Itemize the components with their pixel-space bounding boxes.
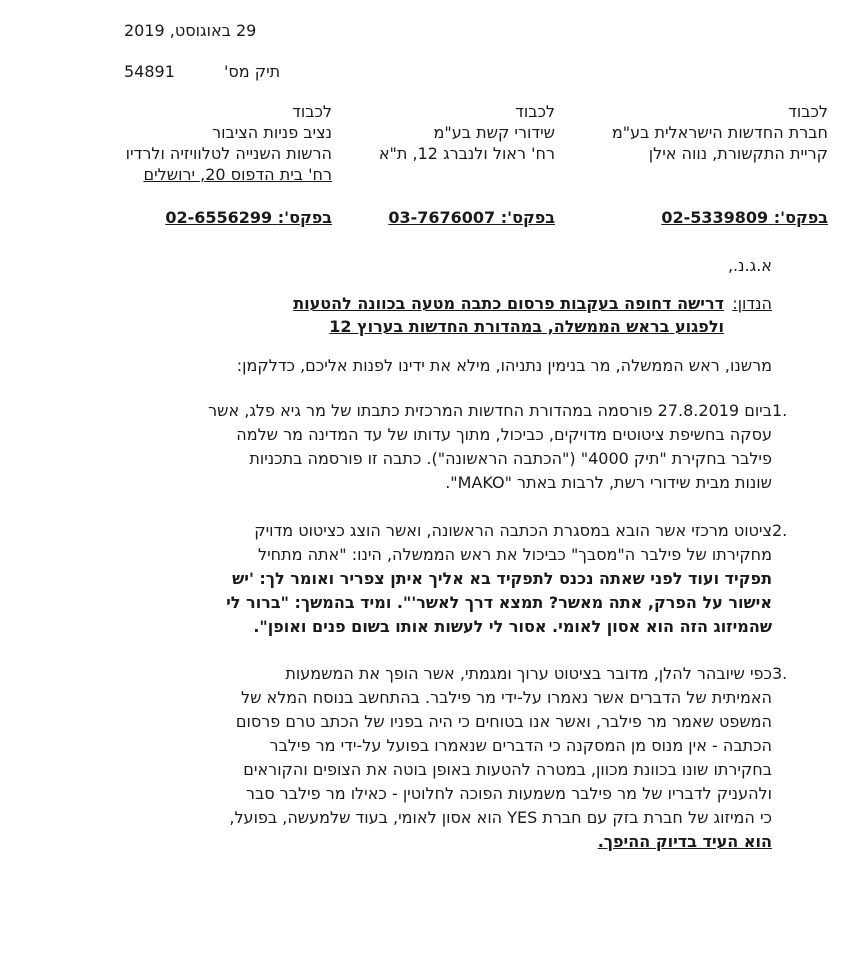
paragraph-line: שונות מבית שידורי רשת, לרבות באתר "MAKO". <box>445 473 772 492</box>
recipient-name: שידורי קשת בע"מ <box>433 123 555 142</box>
salutation: א.ג.נ., <box>727 256 772 275</box>
paragraph-3 <box>82 662 772 854</box>
paragraph-number: 3. <box>772 664 788 683</box>
fax-label: בפקס': <box>500 208 555 227</box>
paragraph-line: האמיתית של הדברים אשר נאמרו על-ידי מר פילבר. בהתחשב בנוסח המלא של <box>240 688 772 707</box>
fax-line-1 <box>661 208 828 227</box>
paragraph-line: תפקיד ועוד לפני שאתה נכנס לתפקיד בא אליך איתן צפריר ואומר לך: 'יש <box>232 569 772 588</box>
paragraph-number: 1. <box>772 401 788 420</box>
recipient-address: רח' ראול ולנברג 12, ת"א <box>378 144 555 163</box>
recipient-1 <box>612 101 828 164</box>
recipient-address: רח' בית הדפוס 20, ירושלים <box>143 165 332 184</box>
recipient-address: הרשות השנייה לטלוויזיה ולרדיו <box>125 144 332 163</box>
fax-number: 02-6556299 <box>165 208 273 227</box>
subject-label: הנדון: <box>732 294 772 313</box>
paragraph-line: כי המיזוג של חברת בזק עם חברת YES הוא אסון לאומי, בעוד שלמעשה, בפועל, <box>229 808 772 827</box>
paragraph-line: הוא העיד בדיוק ההיפך. <box>597 832 772 851</box>
file-label: תיק מס' <box>224 62 281 81</box>
paragraph-number: 2. <box>772 521 788 540</box>
paragraph-line: ציטוט מרכזי אשר הובא במסגרת הכתבה הראשונה, ואשר הוצג כציטוט מדויק <box>254 521 772 540</box>
fax-number: 02-5339809 <box>661 208 769 227</box>
paragraph-line: בחקירתו שונו בכוונת מכוון, במטרה להטעות באופן בוטה את הצופים והקוראים <box>243 760 772 779</box>
recipient-2 <box>379 101 555 164</box>
paragraph-line: פילבר בחקירת "תיק 4000" ("הכתבה הראשונה"). כתבה זו פורסמה בתכניות <box>249 449 772 468</box>
paragraph-line: שהמיזוג הזה הוא אסון לאומי. אסור לי לעשות אותו בשום פנים ואופן". <box>253 617 772 636</box>
intro-text: מרשנו, ראש הממשלה, מר בנימין נתניהו, מילא את ידינו לפנות אליכם, כדלקמן: <box>236 356 772 375</box>
recipient-name: חברת החדשות הישראלית בע"מ <box>611 123 828 142</box>
recipient-to-label: לכבוד <box>788 102 828 121</box>
recipient-name: נציב פניות הציבור <box>212 123 332 142</box>
paragraph-1 <box>82 399 772 495</box>
paragraph-line: עסקה בחשיפת ציטוטים מדויקים, כביכול, מתוך עדותו של עד המדינה מר שלמה <box>236 425 772 444</box>
paragraph-2 <box>82 519 772 639</box>
fax-number: 03-7676007 <box>388 208 496 227</box>
file-number: 54891 <box>124 62 175 81</box>
fax-line-2 <box>388 208 555 227</box>
letter-date: 29 באוגוסט, 2019 <box>124 21 257 40</box>
recipient-3 <box>126 101 332 185</box>
fax-line-3 <box>165 208 332 227</box>
paragraph-line: ביום 27.8.2019 פורסמה במהדורת החדשות המרכזית כתבתו של מר גיא פלג, אשר <box>208 401 772 420</box>
subject-line-2: ולפגוע בראש הממשלה, במהדורת החדשות בערוץ 12 <box>329 317 724 336</box>
recipient-to-label: לכבוד <box>292 102 332 121</box>
paragraph-line: הכתבה - אין מנוס מן המסקנה כי הדברים שנאמרו בפועל על-ידי מר פילבר <box>269 736 772 755</box>
subject-line-1: דרישה דחופה בעקבות פרסום כתבה מטעה בכוונה להטעות <box>293 294 724 313</box>
paragraph-line: ולהעניק לדבריו של מר פילבר משמעות הפוכה לחלוטין - כאילו מר פילבר סבר <box>245 784 772 803</box>
paragraph-line: מחקירתו של פילבר ה"מסבך" כביכול את ראש הממשלה, הינו: "אתה מתחיל <box>257 545 772 564</box>
fax-label: בפקס': <box>773 208 828 227</box>
recipient-address: קריית התקשורת, נווה אילן <box>648 144 828 163</box>
fax-label: בפקס': <box>277 208 332 227</box>
paragraph-line: כפי שיובהר להלן, מדובר בציטוט ערוך ומגמתי, אשר הופך את המשמעות <box>285 664 772 683</box>
paragraph-line: המשפט שאמר מר פילבר, ואשר אנו בטוחים כי היה בפניו של הכתב טרם פרסום <box>235 712 772 731</box>
paragraph-line: אישור על הפרק, אתה מאשר? תמצא דרך לאשר'". ומיד בהמשך: "ברור לי <box>226 593 772 612</box>
recipient-to-label: לכבוד <box>515 102 555 121</box>
